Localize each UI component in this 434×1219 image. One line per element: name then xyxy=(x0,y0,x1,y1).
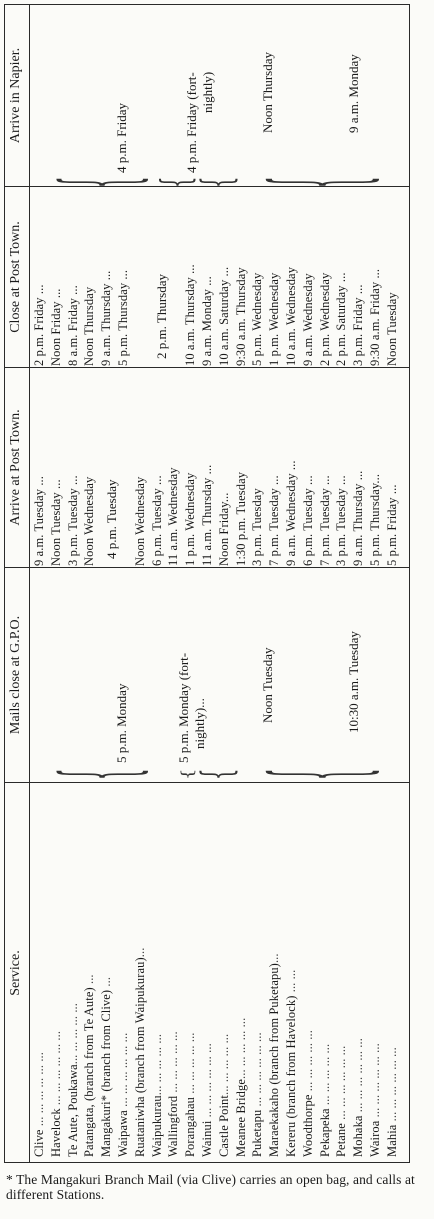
header-service: Service. xyxy=(8,950,23,996)
arrive-post-town-cell: 1:30 p.m. Tuesday xyxy=(233,471,248,566)
header-gpo: Mails close at G.P.O. xyxy=(8,615,23,735)
brace: { xyxy=(178,768,197,780)
leader-dots: ... ... ... ... ... xyxy=(317,1043,332,1109)
brace: { xyxy=(250,768,393,780)
brace: { xyxy=(44,176,160,188)
close-post-town-cell: 5 p.m. Wednesday xyxy=(250,272,265,366)
service-name: Mangakuri* (branch from Clive) xyxy=(99,989,114,1157)
header-rule xyxy=(29,4,30,1163)
service-cell xyxy=(217,961,232,1157)
service-name: Porangahau xyxy=(183,1096,198,1157)
service-name: Wallingford xyxy=(166,1095,181,1157)
service-name: Clive xyxy=(32,1129,46,1157)
napier-group-1: 4 p.m. Friday xyxy=(114,102,129,173)
table-right-rule xyxy=(4,4,410,5)
service-name: Mohaka xyxy=(351,1115,366,1157)
close-post-town-cell: 3 p.m. Friday ... xyxy=(351,284,366,366)
service-name: Woodthorpe xyxy=(300,1094,315,1157)
close-post-town-cell: 2 p.m. Wednesday xyxy=(317,272,332,366)
brace: { xyxy=(250,176,393,188)
service-cell xyxy=(132,947,148,1157)
service-cell xyxy=(32,961,47,1157)
leader-dots: ... ... ... ... ... ... xyxy=(250,1032,265,1110)
service-name: Castle Point xyxy=(216,1095,231,1157)
leader-dots: ... ... ... ... ... xyxy=(166,1031,181,1096)
close-group-1: 2 p.m. Thursday xyxy=(154,274,169,359)
service-name: Te Aute, Poukawa xyxy=(65,1064,80,1157)
arrive-post-town-cell: 1 p.m. Wednesday xyxy=(183,472,198,566)
arrive-post-town-cell: 7 p.m. Tuesday ... xyxy=(267,475,282,566)
arrive-post-town-cell: 9 a.m. Tuesday ... xyxy=(32,475,46,566)
arrive-post-town-cell: 9 a.m. Thursday ... xyxy=(351,470,366,566)
service-cell xyxy=(267,953,282,1157)
leader-dots: ... ... ... ... ... ... xyxy=(384,1047,399,1125)
close-post-town-cell: 9:30 a.m. Friday ... xyxy=(368,268,382,366)
service-cell xyxy=(318,961,333,1157)
header-close-post-town: Close at Post Town. xyxy=(8,221,23,333)
arrive-post-town-cell: 11 a.m. Thursday ... xyxy=(200,464,214,566)
close-post-town-cell: 10 a.m. Saturday ... xyxy=(216,266,231,366)
leader-dots: ... ... ... ... ... xyxy=(216,1033,231,1096)
close-post-town-cell: 10 a.m. Thursday ... xyxy=(183,264,198,366)
leader-dots: ... ... ... ... ... ... xyxy=(351,1038,366,1116)
leader-dots: ... ... ... ... ... xyxy=(149,1033,164,1096)
close-post-town-cell: 1 p.m. Wednesday xyxy=(267,272,282,366)
gpo-group-2-line1: 5 p.m. Monday (fort- xyxy=(176,652,191,763)
column-rule xyxy=(4,367,410,368)
napier-group-4: 9 a.m. Monday xyxy=(346,54,361,133)
close-post-town-cell: Noon Friday ... xyxy=(48,288,63,366)
leader-dots: ... xyxy=(99,976,114,990)
service-name: Patangata, (branch from Te Aute) xyxy=(82,987,97,1157)
service-name: Maraekakaho (branch from Puketapu) xyxy=(267,963,282,1157)
service-name: Waipawa xyxy=(116,1110,130,1157)
service-cell xyxy=(200,961,215,1157)
service-name: Waipukurau xyxy=(149,1095,164,1157)
leader-dots: ... ... ... ... ... xyxy=(233,1017,248,1079)
close-post-town-cell: 9 a.m. Thursday ... xyxy=(99,270,114,366)
gpo-group-2 xyxy=(176,653,208,763)
leader-dots: ... ... ... ... ... ... xyxy=(32,1052,46,1130)
service-cell xyxy=(250,961,265,1157)
arrive-post-town-cell: 6 p.m. Tuesday ... xyxy=(149,475,164,566)
arrive-post-town-cell: 5 p.m. Friday ... xyxy=(384,484,399,566)
service-name: Petane xyxy=(334,1123,349,1157)
brace: { xyxy=(194,768,243,780)
service-name: Mahia xyxy=(384,1124,399,1157)
close-post-town-cell: Noon Thursday xyxy=(82,286,97,366)
arrive-post-town-cell: 5 p.m. Thursday... xyxy=(368,473,382,566)
mail-schedule-table xyxy=(4,4,410,1163)
leader-dots: ... ... ... ... ... ... xyxy=(368,1043,382,1121)
leader-dots: ... ... ... ... ... ... xyxy=(48,1030,63,1109)
service-name: Havelock xyxy=(48,1108,63,1157)
leader-dots: ... xyxy=(267,953,282,964)
close-post-town-cell: 9 a.m. Wednesday xyxy=(300,273,315,366)
arrive-post-town-cell: 11 a.m. Wednesday xyxy=(166,467,181,566)
gpo-group-1: 5 p.m. Monday xyxy=(114,683,129,763)
service-name: Ruataniwha (branch from Waipukurau) xyxy=(132,957,147,1157)
close-post-town-cell: 2 p.m. Saturday ... xyxy=(334,272,349,366)
service-name: Kereru (branch from Havelock) xyxy=(284,995,298,1157)
napier-group-3: Noon Thursday xyxy=(260,51,275,133)
gpo-group-3: Noon Tuesday xyxy=(260,647,275,723)
arrive-post-town-cell: Noon Wednesday xyxy=(132,476,147,566)
arrive-post-town-cell: 3 p.m. Tuesday xyxy=(250,488,265,566)
header-arrive-post-town: Arrive at Post Town. xyxy=(8,409,23,526)
gpo-group-4: 10:30 a.m. Tuesday xyxy=(346,631,361,733)
close-post-town-cell: 5 p.m. Thursday ... xyxy=(116,269,130,366)
service-name: Meanee Bridge xyxy=(233,1078,248,1157)
close-post-town-cell: 9 a.m. Monday ... xyxy=(200,276,214,366)
column-rule xyxy=(4,567,410,568)
service-cell xyxy=(150,961,165,1157)
column-rule xyxy=(4,782,410,783)
service-cell xyxy=(99,961,114,1157)
table-bottom-rule xyxy=(409,4,410,1163)
service-cell xyxy=(351,961,366,1157)
leader-dots: ... ... ... ... ... ... xyxy=(200,1043,214,1121)
brace: { xyxy=(154,176,201,188)
service-cell xyxy=(66,961,81,1157)
arrive-group-1: 4 p.m. Tuesday xyxy=(104,479,119,559)
service-cell xyxy=(234,961,249,1157)
service-name: Wainui xyxy=(200,1120,214,1157)
leader-dots: ... ... ... ... ... xyxy=(183,1032,198,1097)
service-cell xyxy=(166,961,181,1157)
close-post-town-cell: Noon Tuesday xyxy=(384,292,399,366)
close-post-town-cell: 8 a.m. Friday ... xyxy=(65,285,80,366)
service-cell xyxy=(82,961,97,1157)
leader-dots: ... xyxy=(82,974,97,988)
arrive-post-town-cell: 6 p.m. Tuesday ... xyxy=(300,475,315,566)
arrive-post-town-cell: 3 p.m. Tuesday ... xyxy=(334,475,349,566)
service-cell xyxy=(334,961,349,1157)
gpo-group-2-line2: nightly)... xyxy=(192,698,207,749)
napier-group-2-line2: nightly) xyxy=(200,71,215,113)
napier-group-2 xyxy=(184,72,216,173)
arrive-post-town-cell: Noon Friday... xyxy=(216,492,231,566)
close-post-town-cell: 10 a.m. Wednesday xyxy=(284,266,298,366)
arrive-post-town-cell: 3 p.m. Tuesday ... xyxy=(65,475,80,566)
service-cell xyxy=(301,961,316,1157)
service-cell xyxy=(284,961,299,1157)
service-cell xyxy=(116,961,131,1157)
service-name: Puketapu xyxy=(250,1109,265,1157)
arrive-post-town-cell: 7 p.m. Tuesday ... xyxy=(317,475,332,566)
service-cell xyxy=(385,961,400,1157)
table-left-rule xyxy=(4,1162,410,1163)
service-cell xyxy=(368,961,383,1157)
service-cell xyxy=(183,961,198,1157)
header-arrive-napier: Arrive in Napier. xyxy=(8,47,23,144)
close-post-town-cell: 9:30 a.m. Thursday xyxy=(233,267,248,366)
footnote: * The Mangakuri Branch Mail (via Clive) carries an open bag, and calls at different Stations. xyxy=(6,1172,415,1202)
service-cell xyxy=(49,961,64,1157)
leader-dots: ... ... ... ... ... xyxy=(300,1030,315,1095)
arrive-post-town-cell: 9 a.m. Wednesday ... xyxy=(284,460,298,566)
arrive-post-town-cell: Noon Tuesday ... xyxy=(48,479,63,566)
brace: { xyxy=(194,176,243,188)
close-post-town-cell xyxy=(133,188,148,366)
leader-dots: ... xyxy=(132,947,147,958)
leader-dots: ... ... xyxy=(284,969,298,996)
service-name: Wairoa xyxy=(368,1120,382,1157)
service-name: Pekapeka xyxy=(317,1108,332,1157)
leader-dots: ... ... ... ... ... ... xyxy=(334,1045,349,1124)
arrive-post-town-cell: Noon Wednesday xyxy=(82,476,97,566)
brace: { xyxy=(44,768,160,780)
napier-group-2-line1: 4 p.m. Friday (fort- xyxy=(184,72,199,173)
leader-dots: ... ... ... ... ... ... xyxy=(116,1032,130,1111)
close-post-town-cell: 2 p.m. Friday ... xyxy=(32,284,46,366)
leader-dots: ... ... ... ... ... xyxy=(65,1002,80,1065)
